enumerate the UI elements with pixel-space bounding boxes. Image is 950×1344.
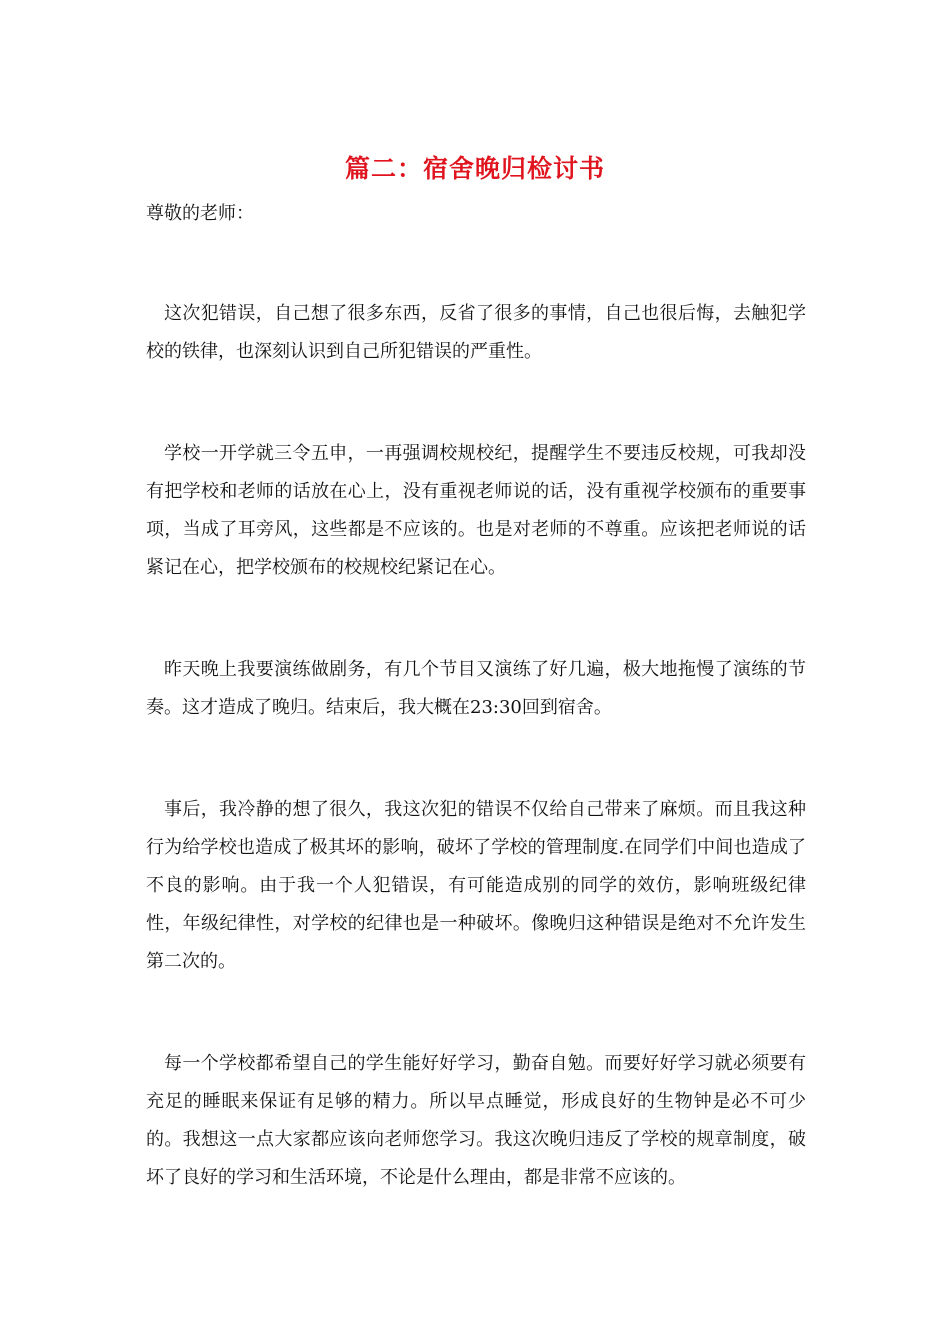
- paragraph-5: 每一个学校都希望自己的学生能好好学习，勤奋自勉。而要好好学习就必须要有充足的睡眠来保证有足够的精力。所以早点睡觉，形成良好的生物钟是必不可少的。我想这一点大家都应该向老师您学习。我这次晚归违反了学校的规章制度，破坏了良好的学习和生活环境，不论是什么理由，都是非常不应该的。: [146, 1053, 806, 1188]
- document-title: 篇二：宿舍晚归检讨书: [344, 154, 605, 183]
- paragraph-1: 这次犯错误，自己想了很多东西，反省了很多的事情，自己也很后悔，去触犯学校的铁律，也深刻认识到自己所犯错误的严重性。: [146, 303, 806, 362]
- paragraph-3: 昨天晚上我要演练做剧务，有几个节目又演练了好几遍，极大地拖慢了演练的节奏。这才造成了晚归。结束后，我大概在23:30回到宿舍。: [146, 659, 806, 718]
- paragraph-4: 事后，我冷静的想了很久，我这次犯的错误不仅给自己带来了麻烦。而且我这种行为给学校也造成了极其坏的影响，破坏了学校的管理制度.在同学们中间也造成了不良的影响。由于我一个人犯错误，有可能造成别的同学的效仿，影响班级纪律性，年级纪律性，对学校的纪律也是一种破坏。像晚归这种错误是绝对不允许发生第二次的。: [146, 799, 806, 972]
- paragraph-2: 学校一开学就三令五申，一再强调校规校纪，提醒学生不要违反校规，可我却没有把学校和老师的话放在心上，没有重视老师说的话，没有重视学校颁布的重要事项，当成了耳旁风，这些都是不应该的。也是对老师的不尊重。应该把老师说的话紧记在心，把学校颁布的校规校纪紧记在心。: [146, 443, 806, 578]
- salutation: 尊敬的老师：: [146, 203, 254, 224]
